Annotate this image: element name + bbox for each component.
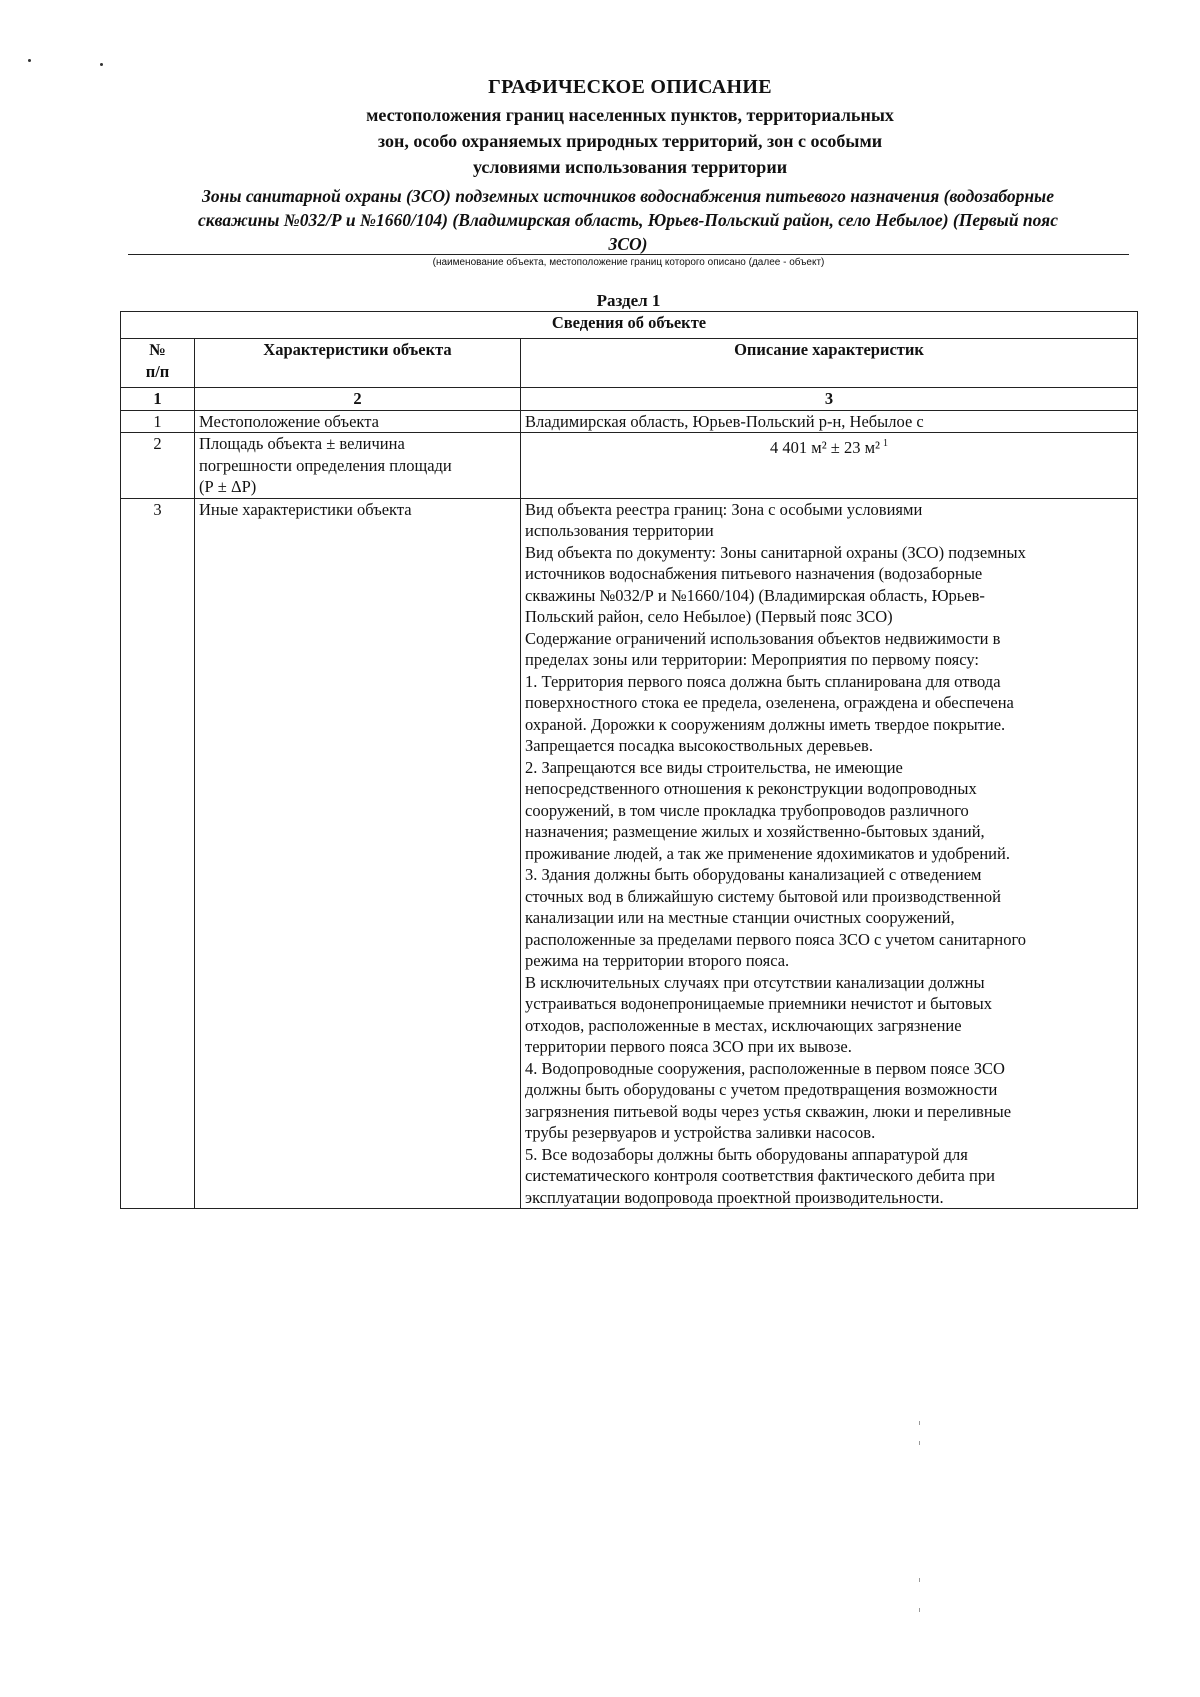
description-line: 2. Запрещаются все виды строительства, не имеющие — [525, 757, 903, 777]
row-number: 3 — [121, 498, 195, 1209]
description-line: эксплуатации водопровода проектной производительности. — [525, 1187, 944, 1207]
characteristic-line: погрешности определения площади — [199, 455, 452, 475]
description-line: Польский район, село Небылое) (Первый пояс ЗСО) — [525, 607, 893, 626]
scan-speck — [100, 63, 103, 66]
area-footnote-mark: 1 — [882, 438, 888, 449]
header-number-line: п/п — [145, 361, 170, 381]
header-description: Описание характеристик — [521, 339, 1138, 388]
row-characteristic: Иные характеристики объекта — [195, 498, 521, 1209]
description-line: проживание людей, а так же применение ядохимикатов и удобрений. — [525, 843, 1010, 863]
description-line: 4. Водопроводные сооружения, расположенные в первом поясе ЗСО — [525, 1058, 1005, 1078]
scan-mark — [919, 1578, 920, 1582]
description-line: канализации или на местные станции очистных сооружений, — [525, 908, 955, 927]
description-line: расположенные за пределами первого пояса ЗСО с учетом санитарного — [525, 929, 1027, 949]
description-line: 5. Все водозаборы должны быть оборудованы аппаратурой для — [525, 1144, 968, 1164]
scan-mark — [919, 1608, 920, 1612]
object-name-caption: (наименование объекта, местоположение границ которого описано (далее - объект) — [432, 257, 825, 268]
description-line: 1. Территория первого пояса должна быть спланирована для отвода — [525, 671, 1001, 691]
table-caption-row — [121, 312, 1138, 339]
description-line: охраной. Дорожки к сооружениям должны иметь твердое покрытие. — [525, 714, 1006, 734]
description-line: поверхностного стока ее предела, озеленена, ограждена и обеспечена — [525, 693, 1014, 712]
document-subtitle — [140, 102, 1120, 180]
object-info-table — [120, 311, 1138, 1209]
scan-mark — [919, 1441, 920, 1445]
row-number: 1 — [121, 410, 195, 433]
description-line: 3. Здания должны быть оборудованы канализацией с отведением — [525, 865, 982, 884]
object-name-underline — [128, 254, 1129, 255]
description-line: пределах зоны или территории: Мероприятия по первому поясу: — [525, 650, 979, 669]
characteristic-line: Площадь объекта ± величина — [199, 434, 405, 453]
object-name — [128, 184, 1128, 256]
header-characteristic: Характеристики объекта — [195, 339, 521, 388]
description-line: назначения; размещение жилых и хозяйственно-бытовых зданий, — [525, 822, 985, 841]
header-number-line: № — [149, 340, 166, 359]
characteristic-line: (Р ± ΔР) — [199, 477, 257, 496]
description-line: сооружений, в том числе прокладка трубопроводов различного — [525, 800, 969, 820]
table-row — [121, 410, 1138, 433]
description-line: Вид объекта реестра границ: Зона с особыми условиями — [525, 499, 923, 519]
header-number — [121, 339, 195, 388]
object-name-line: скважины №032/Р и №1660/104) (Владимирская область, Юрьев-Польский район, село Небылое) (Первый пояс — [198, 210, 1058, 230]
table-header-row — [121, 339, 1138, 388]
description-line: Запрещается посадка высокоствольных деревьев. — [525, 736, 873, 755]
description-line: отходов, расположенные в местах, исключающих загрязнение — [525, 1015, 962, 1035]
description-line: систематического контроля соответствия фактического дебита при — [525, 1166, 995, 1185]
object-name-line: ЗСО) — [608, 234, 648, 254]
row-characteristic: Местоположение объекта — [195, 410, 521, 433]
table-row — [121, 498, 1138, 1209]
description-line: должны быть оборудованы с учетом предотвращения возможности — [525, 1080, 998, 1099]
scan-speck — [28, 59, 31, 62]
row-description: Владимирская область, Юрьев-Польский р-н, Небылое с — [521, 410, 1138, 433]
area-value: 4 401 м² ± 23 м² — [770, 438, 880, 457]
description-line: непосредственного отношения к реконструкции водопроводных — [525, 779, 977, 798]
description-line: загрязнения питьевой воды через устья скважин, люки и переливные — [525, 1101, 1012, 1121]
description-line: В исключительных случаях при отсутствии канализации должны — [525, 972, 985, 992]
object-name-line: Зоны санитарной охраны (ЗСО) подземных источников водоснабжения питьевого назначения (водозаборные — [202, 186, 1054, 206]
table-caption: Сведения об объекте — [121, 312, 1138, 339]
description-line: территории первого пояса ЗСО при их вывозе. — [525, 1037, 852, 1056]
description-line: устраиваться водонепроницаемые приемники нечистот и бытовых — [525, 994, 992, 1013]
description-line: использования территории — [525, 521, 714, 540]
row-description — [521, 498, 1138, 1209]
subtitle-line: местоположения границ населенных пунктов, территориальных — [366, 105, 894, 125]
description-line: трубы резервуаров и устройства заливки насосов. — [525, 1123, 876, 1142]
description-line: скважины №032/Р и №1660/104) (Владимирская область, Юрьев- — [525, 585, 985, 605]
section-title: Раздел 1 — [596, 291, 661, 310]
column-number-row — [121, 388, 1138, 411]
row-number: 2 — [121, 433, 195, 499]
description-line: источников водоснабжения питьевого назначения (водозаборные — [525, 564, 983, 583]
row-characteristic — [195, 433, 521, 499]
row-area-value — [521, 433, 1138, 499]
column-number: 1 — [121, 388, 195, 411]
description-line: сточных вод в ближайшую систему бытовой или производственной — [525, 886, 1001, 906]
subtitle-line: зон, особо охраняемых природных территорий, зон с особыми — [377, 131, 883, 151]
scan-mark — [919, 1421, 920, 1425]
document-title: ГРАФИЧЕСКОЕ ОПИСАНИЕ — [488, 76, 772, 98]
column-number: 2 — [195, 388, 521, 411]
description-line: Содержание ограничений использования объектов недвижимости в — [525, 628, 1001, 648]
column-number: 3 — [521, 388, 1138, 411]
description-line: Вид объекта по документу: Зоны санитарной охраны (ЗСО) подземных — [525, 542, 1026, 562]
table-row — [121, 433, 1138, 499]
subtitle-line: условиями использования территории — [472, 157, 788, 177]
description-line: режима на территории второго пояса. — [525, 951, 790, 970]
